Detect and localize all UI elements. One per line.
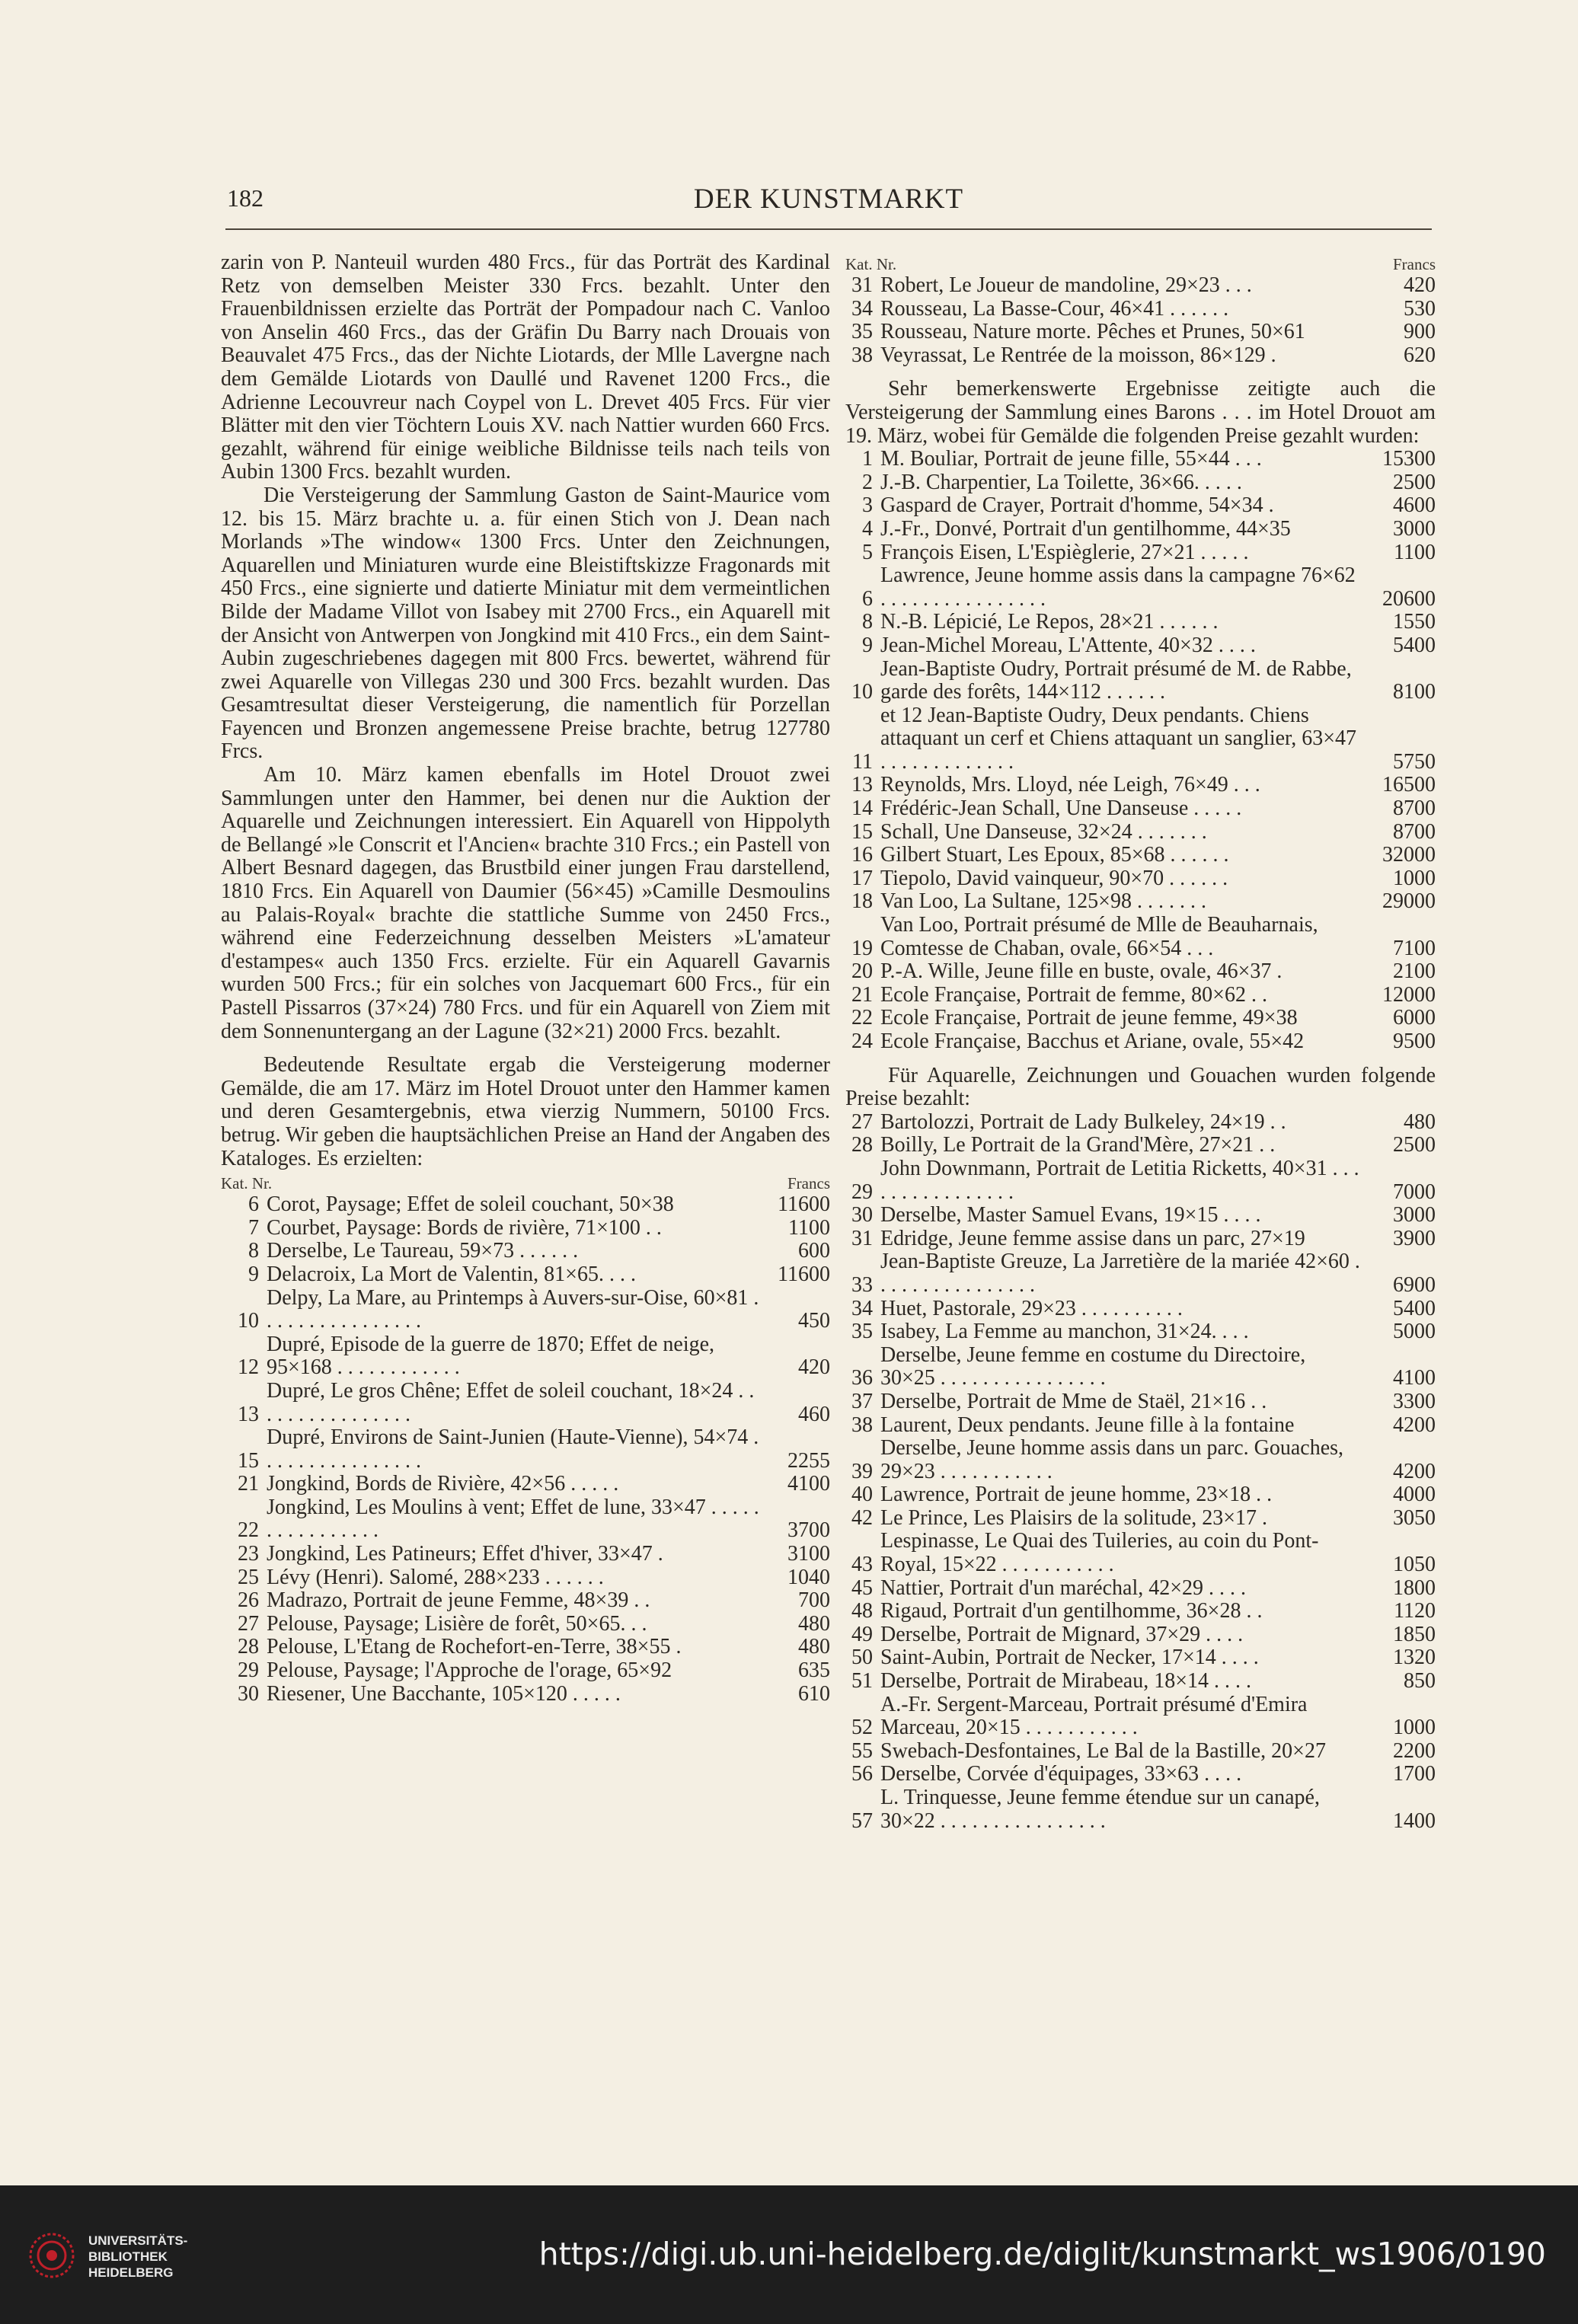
catalog-number: 37 bbox=[851, 1389, 873, 1413]
running-title: DER KUNSTMARKT bbox=[693, 184, 964, 215]
list-item bbox=[221, 1287, 830, 1333]
catalog-number: 30 bbox=[238, 1681, 259, 1706]
catalog-number: 34 bbox=[851, 1296, 873, 1320]
price: 1000 bbox=[1393, 866, 1436, 890]
list-item bbox=[221, 1659, 830, 1683]
list-item bbox=[845, 1204, 1436, 1227]
item-description: Ecole Française, Bacchus et Ariane, ovale, 55×42 bbox=[880, 1030, 1305, 1053]
price: 5000 bbox=[1393, 1320, 1436, 1344]
list-item bbox=[845, 1344, 1436, 1390]
price: 5400 bbox=[1393, 1296, 1436, 1320]
item-description: Jongkind, Les Patineurs; Effet d'hiver, 33×47 . bbox=[267, 1542, 663, 1566]
price: 5400 bbox=[1393, 633, 1436, 657]
list-item bbox=[845, 1694, 1436, 1740]
price: 1850 bbox=[1393, 1622, 1436, 1646]
price: 4000 bbox=[1393, 1483, 1436, 1507]
list-item bbox=[845, 1007, 1436, 1030]
catalog-number: 6 bbox=[862, 586, 873, 611]
table-header bbox=[221, 1170, 830, 1193]
price: 1100 bbox=[1394, 540, 1436, 564]
item-description: Lawrence, Jeune homme assis dans la campagne 76×62 . . . . . . . . . . . . . . . . bbox=[880, 563, 1356, 611]
catalog-number: 40 bbox=[851, 1483, 873, 1507]
list-item bbox=[845, 844, 1436, 867]
price: 2500 bbox=[1393, 470, 1436, 494]
item-description: Derselbe, Portrait de Mignard, 37×29 . . . . bbox=[880, 1622, 1244, 1646]
page-number: 182 bbox=[227, 184, 264, 212]
price-list bbox=[845, 448, 1436, 1053]
item-description: Delpy, La Mare, au Printemps à Auvers-sur-Oise, 60×81 . . . . . . . . . . . . . . . . bbox=[267, 1285, 759, 1333]
catalog-number: 22 bbox=[238, 1518, 259, 1543]
item-description: J.-Fr., Donvé, Portrait d'un gentilhomme, 44×35 bbox=[880, 516, 1291, 541]
list-item bbox=[221, 1566, 830, 1590]
item-description: Riesener, Une Bacchante, 105×120 . . . . . bbox=[267, 1681, 621, 1706]
list-item bbox=[845, 1740, 1436, 1764]
price: 480 bbox=[798, 1635, 830, 1659]
item-description: Pelouse, Paysage; Lisière de forêt, 50×65. . . bbox=[267, 1611, 647, 1636]
catalog-number: 24 bbox=[851, 1030, 873, 1053]
catalog-number: 45 bbox=[851, 1575, 873, 1600]
item-description: Rigaud, Portrait d'un gentilhomme, 36×28 . . bbox=[880, 1599, 1263, 1623]
catalog-number: 29 bbox=[238, 1658, 259, 1683]
list-item bbox=[845, 1483, 1436, 1507]
list-item bbox=[221, 1263, 830, 1287]
price: 2500 bbox=[1393, 1133, 1436, 1157]
list-item bbox=[845, 774, 1436, 797]
item-description: Van Loo, La Sultane, 125×98 . . . . . . . bbox=[880, 889, 1206, 914]
catalog-number: 27 bbox=[238, 1611, 259, 1636]
catalog-number: 42 bbox=[851, 1505, 873, 1530]
list-item bbox=[221, 1496, 830, 1543]
catalog-number: 28 bbox=[238, 1635, 259, 1659]
catalog-number-header: Kat. Nr. bbox=[221, 1174, 273, 1193]
price: 8700 bbox=[1393, 819, 1436, 844]
catalog-number: 36 bbox=[851, 1366, 873, 1390]
list-item bbox=[845, 321, 1436, 344]
list-item bbox=[845, 1786, 1436, 1833]
list-item bbox=[845, 914, 1436, 960]
catalog-number: 30 bbox=[851, 1203, 873, 1227]
catalog-number: 51 bbox=[851, 1669, 873, 1694]
catalog-number: 15 bbox=[238, 1448, 259, 1473]
catalog-number: 10 bbox=[851, 680, 873, 704]
catalog-number: 35 bbox=[851, 320, 873, 344]
item-description: Veyrassat, Le Rentrée de la moisson, 86×129 . bbox=[880, 343, 1276, 367]
item-description: Pelouse, L'Etang de Rochefort-en-Terre, 38×55 . bbox=[267, 1635, 682, 1659]
catalog-number: 49 bbox=[851, 1622, 873, 1646]
price: 3100 bbox=[787, 1542, 830, 1566]
catalog-number: 5 bbox=[862, 540, 873, 564]
price: 620 bbox=[1404, 343, 1436, 367]
list-item bbox=[845, 1250, 1436, 1297]
item-description: Jongkind, Les Moulins à vent; Effet de lune, 33×47 . . . . . . . . . . . . . . . . bbox=[267, 1495, 759, 1543]
item-description: Derselbe, Jeune homme assis dans un parc. Gouaches, 29×23 . . . . . . . . . . . bbox=[880, 1436, 1344, 1483]
price: 1800 bbox=[1393, 1575, 1436, 1600]
catalog-number: 56 bbox=[851, 1762, 873, 1786]
price: 1400 bbox=[1393, 1808, 1436, 1833]
catalog-number: 3 bbox=[862, 493, 873, 518]
item-description: Tiepolo, David vainqueur, 90×70 . . . . . . bbox=[880, 866, 1228, 890]
item-description: Nattier, Portrait d'un maréchal, 42×29 . . . . bbox=[880, 1575, 1247, 1600]
price: 4100 bbox=[1393, 1366, 1436, 1390]
list-item bbox=[845, 1134, 1436, 1157]
catalog-number: 15 bbox=[851, 819, 873, 844]
price: 3050 bbox=[1393, 1505, 1436, 1530]
item-description: Rousseau, La Basse-Cour, 46×41 . . . . . . bbox=[880, 296, 1229, 321]
catalog-number: 43 bbox=[851, 1553, 873, 1577]
price: 4600 bbox=[1393, 493, 1436, 518]
catalog-number: 6 bbox=[248, 1192, 259, 1217]
price: 5750 bbox=[1393, 749, 1436, 774]
item-description: Gaspard de Crayer, Portrait d'homme, 54×34 . bbox=[880, 493, 1274, 518]
catalog-number: 39 bbox=[851, 1459, 873, 1483]
catalog-number: 34 bbox=[851, 296, 873, 321]
item-description: Derselbe, Jeune femme en costume du Directoire, 30×25 . . . . . . . . . . . . . . . . bbox=[880, 1342, 1306, 1390]
price-list bbox=[845, 1111, 1436, 1833]
list-item bbox=[845, 1111, 1436, 1135]
library-name-line: HEIDELBERG bbox=[88, 2265, 174, 2280]
item-description: Derselbe, Corvée d'équipages, 33×63 . . . . bbox=[880, 1762, 1242, 1786]
list-item bbox=[221, 1333, 830, 1380]
list-item bbox=[845, 1157, 1436, 1204]
price: 4100 bbox=[787, 1472, 830, 1496]
catalog-number: 31 bbox=[851, 273, 873, 297]
list-item bbox=[845, 518, 1436, 541]
price: 11600 bbox=[778, 1262, 830, 1286]
catalog-number: 11 bbox=[852, 749, 873, 774]
item-description: Derselbe, Le Taureau, 59×73 . . . . . . bbox=[267, 1239, 579, 1263]
catalog-number: 28 bbox=[851, 1133, 873, 1157]
item-description: Bartolozzi, Portrait de Lady Bulkeley, 24×19 . . bbox=[880, 1109, 1286, 1134]
item-description: Delacroix, La Mort de Valentin, 81×65. . . . bbox=[267, 1262, 636, 1286]
list-item bbox=[845, 984, 1436, 1007]
list-item bbox=[221, 1636, 830, 1659]
list-item bbox=[845, 611, 1436, 634]
list-item bbox=[845, 1437, 1436, 1483]
item-description: Jean-Baptiste Oudry, Portrait présumé de M. de Rabbe, garde des forêts, 144×112 . . . . . . bbox=[880, 656, 1352, 704]
catalog-number: 18 bbox=[851, 889, 873, 914]
paragraph: Die Versteigerung der Sammlung Gaston de Saint-Maurice vom 12. bis 15. März brachte u. a. für einen Stich von J. Dean nach Morlands »The window« 1300 Frcs. Unter den Zeichnungen, Aquarellen und Miniaturen wurde eine Bleistiftskizze Fragonards mit 450 Frcs., eine signierte und datierte Miniatur mit dem vermeintlichen Bilde der Madame Villot von Isabey mit 2700 Frcs., ein Aquarell mit der Ansicht von Antwerpen von Jongkind mit 410 Frcs., ein dem Saint-Aubin zugeschriebenes dagegen mit 800 Frcs. bewertet, während für zwei Aquarelle von Villegas 230 und 300 Frcs. bezahlt wurden. Das Gesamtresultat dieser Versteigerung, die namentlich für Porzellan Fayencen und Bronzen angemessene Preise brachte, betrug 127780 Frcs. bbox=[221, 483, 830, 764]
catalog-number: 38 bbox=[851, 1413, 873, 1437]
permalink-url[interactable]: https://digi.ub.uni-heidelberg.de/diglit/kunstmarkt_ws1906/0190 bbox=[538, 2236, 1546, 2272]
price: 1050 bbox=[1393, 1553, 1436, 1577]
price: 900 bbox=[1404, 320, 1436, 344]
item-description: J.-B. Charpentier, La Toilette, 36×66. . . . . bbox=[880, 470, 1242, 494]
catalog-number: 4 bbox=[862, 516, 873, 541]
catalog-number: 16 bbox=[851, 843, 873, 867]
table-header bbox=[845, 251, 1436, 274]
price-list bbox=[221, 1193, 830, 1706]
catalog-number: 57 bbox=[851, 1808, 873, 1833]
francs-header: Francs bbox=[1393, 255, 1436, 273]
price: 3000 bbox=[1393, 516, 1436, 541]
price: 1700 bbox=[1393, 1762, 1436, 1786]
price: 2100 bbox=[1393, 959, 1436, 984]
catalog-number: 25 bbox=[238, 1565, 259, 1589]
item-description: Jean-Baptiste Greuze, La Jarretière de la mariée 42×60 . . . . . . . . . . . . . . . . bbox=[880, 1250, 1360, 1297]
price: 610 bbox=[798, 1681, 830, 1706]
item-description: Derselbe, Portrait de Mirabeau, 18×14 . . . . bbox=[880, 1669, 1251, 1694]
catalog-number: 33 bbox=[851, 1272, 873, 1297]
price: 7100 bbox=[1393, 936, 1436, 960]
catalog-number: 13 bbox=[851, 773, 873, 797]
item-description: Jean-Michel Moreau, L'Attente, 40×32 . . . . bbox=[880, 633, 1256, 657]
catalog-number: 9 bbox=[248, 1262, 259, 1286]
price: 15300 bbox=[1382, 447, 1436, 471]
list-item bbox=[221, 1426, 830, 1473]
catalog-number: 9 bbox=[862, 633, 873, 657]
list-item bbox=[221, 1543, 830, 1566]
list-item bbox=[845, 274, 1436, 298]
list-item bbox=[845, 960, 1436, 984]
paragraph: Für Aquarelle, Zeichnungen und Gouachen wurden folgende Preise bezahlt: bbox=[845, 1063, 1436, 1111]
item-description: Corot, Paysage; Effet de soleil couchant, 50×38 bbox=[267, 1192, 674, 1217]
item-description: François Eisen, L'Espièglerie, 27×21 . . . . . bbox=[880, 540, 1249, 564]
item-description: Courbet, Paysage: Bords de rivière, 71×100 . . bbox=[267, 1215, 662, 1240]
paragraph: Sehr bemerkenswerte Ergebnisse zeitigte auch die Versteigerung der Sammlung eines Barons . . . im Hotel Drouot am 19. März, wobei für Gemälde die folgenden Preise gezahlt wurden: bbox=[845, 377, 1436, 448]
list-item bbox=[845, 1390, 1436, 1414]
price: 2255 bbox=[787, 1448, 830, 1473]
item-description: Ecole Française, Portrait de jeune femme, 49×38 bbox=[880, 1006, 1298, 1030]
list-item bbox=[845, 1298, 1436, 1321]
item-description: P.-A. Wille, Jeune fille en buste, ovale, 46×37 . bbox=[880, 959, 1283, 984]
list-item bbox=[845, 1763, 1436, 1786]
list-item bbox=[845, 1414, 1436, 1438]
price: 3000 bbox=[1393, 1203, 1436, 1227]
catalog-number: 29 bbox=[851, 1180, 873, 1204]
catalog-number: 8 bbox=[862, 610, 873, 634]
price: 29000 bbox=[1382, 889, 1436, 914]
item-description: Huet, Pastorale, 29×23 . . . . . . . . . . bbox=[880, 1296, 1183, 1320]
catalog-number: 1 bbox=[862, 447, 873, 471]
price: 9500 bbox=[1393, 1030, 1436, 1053]
left-column bbox=[221, 251, 830, 1706]
item-description: L. Trinquesse, Jeune femme étendue sur un canapé, 30×22 . . . . . . . . . . . . . . . . bbox=[880, 1786, 1320, 1833]
price: 8700 bbox=[1393, 796, 1436, 821]
price: 2200 bbox=[1393, 1738, 1436, 1763]
item-description: Gilbert Stuart, Les Epoux, 85×68 . . . . . . bbox=[880, 843, 1229, 867]
item-description: Frédéric-Jean Schall, Une Danseuse . . . . . bbox=[880, 796, 1242, 821]
list-item bbox=[845, 1623, 1436, 1647]
list-item bbox=[221, 1193, 830, 1217]
list-item bbox=[845, 1646, 1436, 1670]
library-name-line: BIBLIOTHEK bbox=[88, 2249, 168, 2264]
item-description: Derselbe, Portrait de Mme de Staël, 21×16 . . bbox=[880, 1389, 1267, 1413]
item-description: Madrazo, Portrait de jeune Femme, 48×39 . . bbox=[267, 1588, 650, 1613]
list-item bbox=[221, 1613, 830, 1636]
item-description: Ecole Française, Portrait de femme, 80×62 . . bbox=[880, 982, 1267, 1007]
item-description: Van Loo, Portrait présumé de Mlle de Beauharnais, Comtesse de Chaban, ovale, 66×54 . . . bbox=[880, 913, 1318, 960]
list-item bbox=[845, 821, 1436, 844]
catalog-number: 20 bbox=[851, 959, 873, 984]
price: 11600 bbox=[778, 1192, 830, 1217]
price: 1320 bbox=[1393, 1646, 1436, 1670]
catalog-number: 31 bbox=[851, 1226, 873, 1250]
item-description: Laurent, Deux pendants. Jeune fille à la fontaine bbox=[880, 1413, 1295, 1437]
price: 530 bbox=[1404, 296, 1436, 321]
catalog-number: 14 bbox=[851, 796, 873, 821]
item-description: Derselbe, Master Samuel Evans, 19×15 . . . . bbox=[880, 1203, 1261, 1227]
catalog-number: 21 bbox=[851, 982, 873, 1007]
list-item bbox=[845, 1507, 1436, 1531]
item-description: Rousseau, Nature morte. Pêches et Prunes, 50×61 bbox=[880, 320, 1305, 344]
list-item bbox=[845, 1320, 1436, 1344]
item-description: Schall, Une Danseuse, 32×24 . . . . . . . bbox=[880, 819, 1207, 844]
list-item bbox=[845, 634, 1436, 658]
item-description: et 12 Jean-Baptiste Oudry, Deux pendants. Chiens attaquant un cerf et Chiens attaquant un sanglier, 63×47 . . . . . . . . . . . . . bbox=[880, 703, 1357, 774]
list-item bbox=[845, 1227, 1436, 1251]
item-description: Lespinasse, Le Quai des Tuileries, au coin du Pont-Royal, 15×22 . . . . . . . . . . . bbox=[880, 1529, 1319, 1577]
list-item bbox=[845, 1600, 1436, 1623]
page-header bbox=[225, 183, 1432, 230]
price: 420 bbox=[798, 1355, 830, 1380]
library-name bbox=[88, 2233, 187, 2281]
item-description: Reynolds, Mrs. Lloyd, née Leigh, 76×49 . . . bbox=[880, 773, 1260, 797]
catalog-number: 8 bbox=[248, 1239, 259, 1263]
item-description: Saint-Aubin, Portrait de Necker, 17×14 . . . . bbox=[880, 1646, 1259, 1670]
list-item bbox=[221, 1380, 830, 1426]
catalog-number: 22 bbox=[851, 1006, 873, 1030]
catalog-number: 27 bbox=[851, 1109, 873, 1134]
price: 20600 bbox=[1382, 586, 1436, 611]
item-description: Lévy (Henri). Salomé, 288×233 . . . . . . bbox=[267, 1565, 604, 1589]
item-description: Jongkind, Bords de Rivière, 42×56 . . . . . bbox=[267, 1472, 619, 1496]
list-item bbox=[845, 797, 1436, 821]
catalog-number: 52 bbox=[851, 1716, 873, 1740]
price: 16500 bbox=[1382, 773, 1436, 797]
right-column bbox=[845, 251, 1436, 1833]
university-seal-icon bbox=[27, 2231, 76, 2280]
price: 1120 bbox=[1394, 1599, 1436, 1623]
catalog-number: 55 bbox=[851, 1738, 873, 1763]
list-item bbox=[845, 471, 1436, 495]
price: 850 bbox=[1404, 1669, 1436, 1694]
price: 480 bbox=[798, 1611, 830, 1636]
price: 4200 bbox=[1393, 1459, 1436, 1483]
price: 12000 bbox=[1382, 982, 1436, 1007]
catalog-number: 26 bbox=[238, 1588, 259, 1613]
list-item bbox=[845, 1530, 1436, 1576]
catalog-number: 21 bbox=[238, 1472, 259, 1496]
price: 3900 bbox=[1393, 1226, 1436, 1250]
list-item bbox=[845, 448, 1436, 471]
catalog-number: 13 bbox=[238, 1402, 259, 1426]
item-description: Dupré, Le gros Chêne; Effet de soleil couchant, 18×24 . . . . . . . . . . . . . . . . bbox=[267, 1378, 755, 1426]
price: 450 bbox=[798, 1309, 830, 1333]
item-description: Robert, Le Joueur de mandoline, 29×23 . . . bbox=[880, 273, 1252, 297]
list-item bbox=[845, 494, 1436, 518]
catalog-number: 7 bbox=[248, 1215, 259, 1240]
list-item bbox=[845, 541, 1436, 565]
list-item bbox=[845, 890, 1436, 914]
price: 3300 bbox=[1393, 1389, 1436, 1413]
price: 4200 bbox=[1393, 1413, 1436, 1437]
price: 7000 bbox=[1393, 1180, 1436, 1204]
list-item bbox=[845, 1670, 1436, 1694]
francs-header: Francs bbox=[787, 1174, 830, 1193]
list-item bbox=[845, 704, 1436, 774]
item-description: Swebach-Desfontaines, Le Bal de la Bastille, 20×27 bbox=[880, 1738, 1326, 1763]
item-description: Dupré, Episode de la guerre de 1870; Effet de neige, 95×168 . . . . . . . . . . . . bbox=[267, 1332, 715, 1380]
catalog-number: 2 bbox=[862, 470, 873, 494]
price: 1550 bbox=[1393, 610, 1436, 634]
item-description: Edridge, Jeune femme assise dans un parc, 27×19 bbox=[880, 1226, 1305, 1250]
price: 8100 bbox=[1393, 680, 1436, 704]
list-item bbox=[845, 658, 1436, 704]
catalog-number: 35 bbox=[851, 1320, 873, 1344]
catalog-number: 17 bbox=[851, 866, 873, 890]
list-item bbox=[845, 1030, 1436, 1054]
item-description: Dupré, Environs de Saint-Junien (Haute-Vienne), 54×74 . . . . . . . . . . . . . . . . bbox=[267, 1425, 759, 1473]
list-item bbox=[221, 1217, 830, 1240]
catalog-number: 19 bbox=[851, 936, 873, 960]
list-item bbox=[221, 1240, 830, 1263]
price: 1100 bbox=[788, 1215, 830, 1240]
paragraph: zarin von P. Nanteuil wurden 480 Frcs., für das Porträt des Kardinal Retz von demselben Meister 330 Frcs. bezahlt. Unter den Frauenbildnissen erzielte das Porträt der Pompadour nach C. Vanloo von Anselin 460 Frcs., das der Gräfin Du Barry nach Drouais von Beauvalet 475 Frcs., das der Nichte Liotards, der Mlle Lavergne nach dem Gemälde Liotards von Daullé und Ravenet 1200 Frcs., die Adrienne Lecouvreur nach Coypel von L. Drevet 405 Frcs. Für vier Blätter mit den vier Töchtern Louis XV. nach Nattier wurden 660 Frcs. gezahlt, während für einige weibliche Bildnisse teils nach teils von Aubin 1300 Frcs. bezahlt wurden. bbox=[221, 251, 830, 484]
item-description: John Downmann, Portrait de Letitia Ricketts, 40×31 . . . . . . . . . . . . . . . . bbox=[880, 1156, 1359, 1204]
list-item bbox=[845, 867, 1436, 891]
list-item bbox=[221, 1683, 830, 1706]
list-item bbox=[845, 344, 1436, 368]
item-description: Isabey, La Femme au manchon, 31×24. . . . bbox=[880, 1320, 1249, 1344]
item-description: M. Bouliar, Portrait de jeune fille, 55×44 . . . bbox=[880, 447, 1262, 471]
price: 460 bbox=[798, 1402, 830, 1426]
list-item bbox=[845, 1577, 1436, 1601]
price: 635 bbox=[798, 1658, 830, 1683]
price: 1040 bbox=[787, 1565, 830, 1589]
list-item bbox=[221, 1589, 830, 1613]
price: 6000 bbox=[1393, 1006, 1436, 1030]
catalog-number: 12 bbox=[238, 1355, 259, 1380]
price: 32000 bbox=[1382, 843, 1436, 867]
viewer-footer bbox=[0, 2185, 1578, 2324]
catalog-number: 48 bbox=[851, 1599, 873, 1623]
price: 600 bbox=[798, 1239, 830, 1263]
item-description: Boilly, Le Portrait de la Grand'Mère, 27×21 . . bbox=[880, 1133, 1276, 1157]
list-item bbox=[221, 1473, 830, 1496]
price: 420 bbox=[1404, 273, 1436, 297]
item-description: N.-B. Lépicié, Le Repos, 28×21 . . . . . . bbox=[880, 610, 1219, 634]
paragraph: Bedeutende Resultate ergab die Versteigerung moderner Gemälde, die am 17. März im Hotel Drouot unter den Hammer kamen und deren Gesamtergebnis, etwa vierzig Nummern, 50100 Frcs. betrug. Wir geben die hauptsächlichen Preise an Hand der Angaben des Kataloges. Es erzielten: bbox=[221, 1053, 830, 1170]
price: 6900 bbox=[1393, 1272, 1436, 1297]
item-description: Pelouse, Paysage; l'Approche de l'orage, 65×92 bbox=[267, 1658, 672, 1683]
price: 3700 bbox=[787, 1518, 830, 1543]
catalog-number-header: Kat. Nr. bbox=[845, 255, 897, 273]
price: 1000 bbox=[1393, 1716, 1436, 1740]
price: 480 bbox=[1404, 1109, 1436, 1134]
item-description: A.-Fr. Sergent-Marceau, Portrait présumé d'Emira Marceau, 20×15 . . . . . . . . . . . bbox=[880, 1692, 1308, 1740]
catalog-number: 10 bbox=[238, 1309, 259, 1333]
list-item bbox=[845, 564, 1436, 611]
catalog-number: 23 bbox=[238, 1542, 259, 1566]
catalog-number: 50 bbox=[851, 1646, 873, 1670]
item-description: Le Prince, Les Plaisirs de la solitude, 23×17 . bbox=[880, 1505, 1268, 1530]
price: 700 bbox=[798, 1588, 830, 1613]
paragraph: Am 10. März kamen ebenfalls im Hotel Drouot zwei Sammlungen unter den Hammer, bei denen nur die Auktion der Aquarelle und Zeichnungen interessiert. Ein Aquarell von Hippolyth de Bellangé »le Conscrit et l'Ancien« brachte 310 Frcs.; ein Pastell von Albert Besnard dagegen, das Brustbild einer jungen Frau darstellend, 1810 Frcs. Ein Aquarell von Daumier (56×45) »Camille Desmoulins au Palais-Royal« brachte die stattliche Summe von 2450 Frcs., während eine Federzeichnung desselben Meisters »L'amateur d'estampes« auch 1350 Frcs. erzielte. Für ein Aquarell Gavarnis wurden 500 Frcs.; für ein solches von Jacquemart 600 Frcs., für ein Pastell Pissarros (37×24) 780 Frcs. und für ein Aquarell von Ziem mit dem Sonnenuntergang an der Lagune (32×21) 2000 Frcs. bezahlt. bbox=[221, 763, 830, 1043]
catalog-number: 38 bbox=[851, 343, 873, 367]
list-item bbox=[845, 298, 1436, 321]
price-list bbox=[845, 274, 1436, 367]
library-name-line: UNIVERSITÄTS- bbox=[88, 2233, 188, 2248]
item-description: Lawrence, Portrait de jeune homme, 23×18 . . bbox=[880, 1483, 1273, 1507]
